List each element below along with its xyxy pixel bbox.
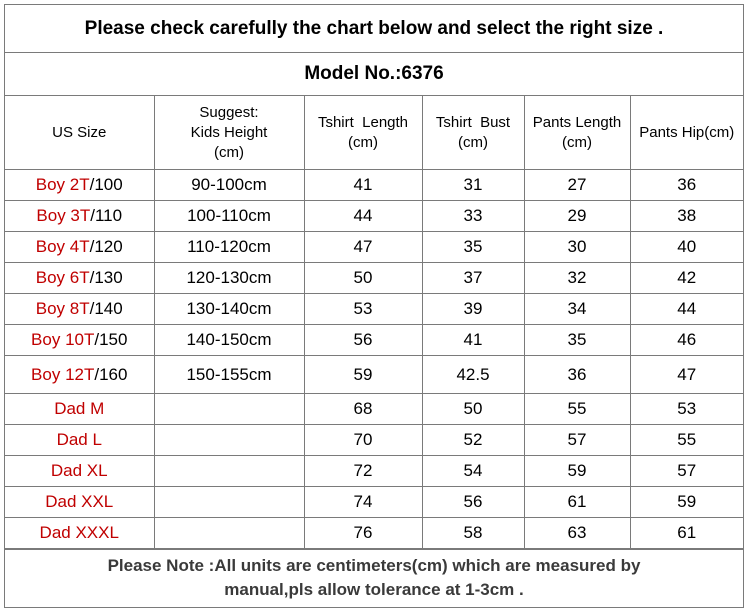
table-row [5, 456, 743, 487]
size-cell [5, 263, 154, 294]
size-cell [5, 394, 154, 425]
size-label: Dad XXXL [39, 523, 119, 542]
size-cell [5, 425, 154, 456]
pants-hip-cell: 57 [630, 456, 743, 487]
pants-hip-cell: 36 [630, 170, 743, 201]
pants-hip-cell: 61 [630, 518, 743, 549]
pants-hip-cell: 47 [630, 356, 743, 394]
size-cell [5, 294, 154, 325]
tshirt-length-cell: 59 [304, 356, 422, 394]
measurement-note [5, 550, 743, 606]
table-row [5, 518, 743, 549]
tshirt-length-cell: 70 [304, 425, 422, 456]
table-row [5, 232, 743, 263]
pants-length-cell: 63 [524, 518, 630, 549]
table-row [5, 356, 743, 394]
size-label: Boy 4T [35, 237, 90, 256]
pants-hip-cell: 38 [630, 201, 743, 232]
tshirt-bust-cell: 52 [422, 425, 524, 456]
size-label: Dad XXL [45, 492, 114, 511]
height-cell [154, 487, 304, 518]
size-cell [5, 325, 154, 356]
size-cell [5, 232, 154, 263]
tshirt-length-cell: 50 [304, 263, 422, 294]
tshirt-bust-cell: 35 [422, 232, 524, 263]
size-number: /150 [94, 330, 128, 349]
size-label: Boy 2T [35, 175, 90, 194]
height-cell: 90-100cm [154, 170, 304, 201]
pants-hip-cell: 42 [630, 263, 743, 294]
tshirt-bust-cell: 54 [422, 456, 524, 487]
pants-hip-cell: 59 [630, 487, 743, 518]
pants-length-cell: 29 [524, 201, 630, 232]
table-row [5, 487, 743, 518]
tshirt-bust-cell: 41 [422, 325, 524, 356]
height-cell: 100-110cm [154, 201, 304, 232]
tshirt-bust-cell: 33 [422, 201, 524, 232]
header-pants-hip: Pants Hip(cm) [630, 96, 743, 170]
pants-length-cell: 35 [524, 325, 630, 356]
pants-length-cell: 59 [524, 456, 630, 487]
size-number: /130 [89, 268, 123, 287]
pants-length-cell: 57 [524, 425, 630, 456]
pants-length-cell: 30 [524, 232, 630, 263]
pants-length-cell: 61 [524, 487, 630, 518]
tshirt-length-cell: 72 [304, 456, 422, 487]
size-label: Dad XL [50, 461, 108, 480]
tshirt-length-cell: 76 [304, 518, 422, 549]
pants-hip-cell: 53 [630, 394, 743, 425]
tshirt-bust-cell: 58 [422, 518, 524, 549]
table-header-row [5, 96, 743, 170]
pants-hip-cell: 44 [630, 294, 743, 325]
size-number: /120 [89, 237, 123, 256]
size-cell [5, 456, 154, 487]
size-table [5, 96, 743, 549]
header-pants-length: Pants Length (cm) [524, 96, 630, 170]
tshirt-bust-cell: 39 [422, 294, 524, 325]
tshirt-bust-cell: 42.5 [422, 356, 524, 394]
size-label: Boy 8T [35, 299, 90, 318]
size-label: Boy 12T [31, 364, 95, 384]
header-tshirt-bust: Tshirt Bust (cm) [422, 96, 524, 170]
tshirt-length-cell: 53 [304, 294, 422, 325]
size-cell [5, 518, 154, 549]
pants-length-cell: 32 [524, 263, 630, 294]
tshirt-length-cell: 44 [304, 201, 422, 232]
size-cell [5, 356, 154, 394]
height-cell [154, 456, 304, 487]
height-cell [154, 518, 304, 549]
height-cell: 130-140cm [154, 294, 304, 325]
model-number: Model No.:6376 [5, 53, 743, 96]
size-label: Dad L [56, 430, 102, 449]
size-cell [5, 170, 154, 201]
pants-length-cell: 55 [524, 394, 630, 425]
table-row [5, 170, 743, 201]
table-row [5, 425, 743, 456]
size-number: /140 [89, 299, 123, 318]
height-cell: 150-155cm [154, 356, 304, 394]
table-row [5, 325, 743, 356]
size-number: /100 [89, 175, 123, 194]
size-cell [5, 201, 154, 232]
height-cell: 140-150cm [154, 325, 304, 356]
height-cell [154, 394, 304, 425]
note-line-2: manual,pls allow tolerance at 1-3cm . [224, 580, 524, 599]
tshirt-length-cell: 74 [304, 487, 422, 518]
size-cell [5, 487, 154, 518]
size-number: /110 [90, 206, 123, 225]
size-number: /160 [94, 364, 128, 384]
pants-length-cell: 34 [524, 294, 630, 325]
height-cell: 110-120cm [154, 232, 304, 263]
tshirt-length-cell: 68 [304, 394, 422, 425]
size-label: Boy 6T [35, 268, 90, 287]
tshirt-length-cell: 41 [304, 170, 422, 201]
tshirt-length-cell: 47 [304, 232, 422, 263]
pants-length-cell: 27 [524, 170, 630, 201]
height-cell: 120-130cm [154, 263, 304, 294]
pants-hip-cell: 40 [630, 232, 743, 263]
header-kids-height: Suggest: Kids Height (cm) [154, 96, 304, 170]
tshirt-bust-cell: 50 [422, 394, 524, 425]
tshirt-bust-cell: 31 [422, 170, 524, 201]
table-row [5, 294, 743, 325]
height-cell [154, 425, 304, 456]
size-chart [4, 4, 744, 608]
header-tshirt-length: Tshirt Length (cm) [304, 96, 422, 170]
table-row [5, 394, 743, 425]
note-line-1: Please Note :All units are centimeters(cm) which are measured by [107, 556, 641, 575]
size-label: Boy 10T [31, 330, 95, 349]
pants-hip-cell: 55 [630, 425, 743, 456]
tshirt-length-cell: 56 [304, 325, 422, 356]
chart-title: Please check carefully the chart below and select the right size . [5, 5, 743, 53]
size-label: Boy 3T [36, 206, 91, 225]
pants-length-cell: 36 [524, 356, 630, 394]
table-row [5, 263, 743, 294]
tshirt-bust-cell: 37 [422, 263, 524, 294]
size-label: Dad M [54, 399, 105, 418]
tshirt-bust-cell: 56 [422, 487, 524, 518]
pants-hip-cell: 46 [630, 325, 743, 356]
header-us-size: US Size [5, 96, 154, 170]
table-row [5, 201, 743, 232]
